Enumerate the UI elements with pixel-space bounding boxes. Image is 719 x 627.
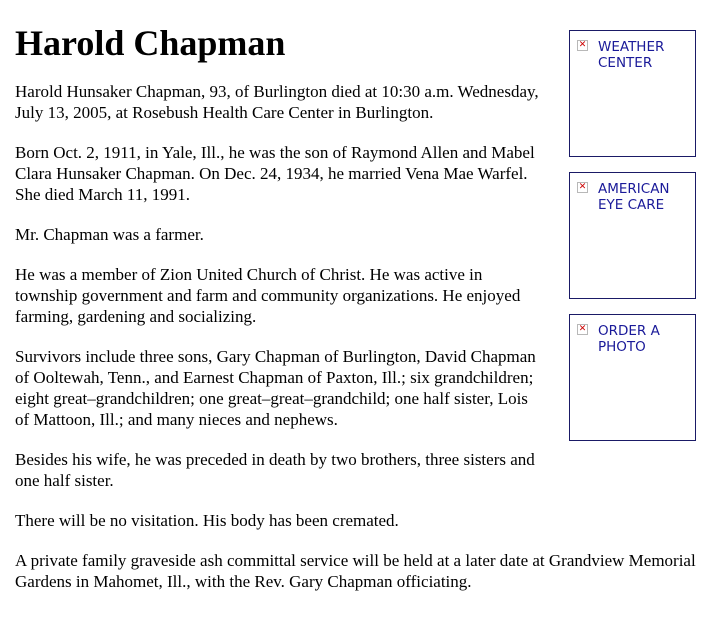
paragraph-birth-marriage: Born Oct. 2, 1911, in Yale, Ill., he was the son of Raymond Allen and Mabel Clara Hunsaker Chapman. On Dec. 24, 1934, he married Vena Mae Warfel. She died March 11, 1991. (15, 143, 535, 204)
page-title: Harold Chapman (15, 23, 286, 63)
broken-image-icon: ✕ (578, 40, 587, 50)
promo-american-eye-care[interactable] (569, 172, 696, 299)
promo-weather-center[interactable] (569, 30, 696, 157)
promo-weather-center-link[interactable]: WEATHER CENTER (598, 39, 665, 71)
obituary-page (15, 0, 710, 611)
paragraph-memberships: He was a member of Zion United Church of Christ. He was active in township government and farm and community organizations. He enjoyed farming, gardening and socializing. (15, 265, 521, 326)
sidebar-promos (569, 30, 696, 456)
paragraph-survivors: Survivors include three sons, Gary Chapman of Burlington, David Chapman of Ooltewah, Tenn., and Earnest Chapman of Paxton, Ill.; six grandchildren; eight great–grandchildren; one great–great–grandchild; one half sister, Lois of Mattoon, Ill.; and many nieces and nephews. (15, 347, 536, 429)
paragraph-occupation: Mr. Chapman was a farmer. (15, 225, 204, 244)
paragraph-service: A private family graveside ash committal service will be held at a later date at Grandview Memorial Gardens in Mahomet, Ill., with the Rev. Gary Chapman officiating. (15, 551, 696, 591)
promo-order-a-photo[interactable] (569, 314, 696, 441)
paragraph-death-notice: Harold Hunsaker Chapman, 93, of Burlington died at 10:30 a.m. Wednesday, July 13, 2005, at Rosebush Health Care Center in Burlington. (15, 82, 539, 122)
broken-image-icon: ✕ (578, 182, 587, 192)
paragraph-visitation: There will be no visitation. His body has been cremated. (15, 511, 399, 530)
promo-american-eye-care-link[interactable]: AMERICAN EYE CARE (598, 181, 670, 213)
broken-image-icon: ✕ (578, 324, 587, 334)
promo-order-a-photo-link[interactable]: ORDER A PHOTO (598, 323, 660, 355)
paragraph-preceded-in-death: Besides his wife, he was preceded in death by two brothers, three sisters and one half sister. (15, 450, 535, 490)
